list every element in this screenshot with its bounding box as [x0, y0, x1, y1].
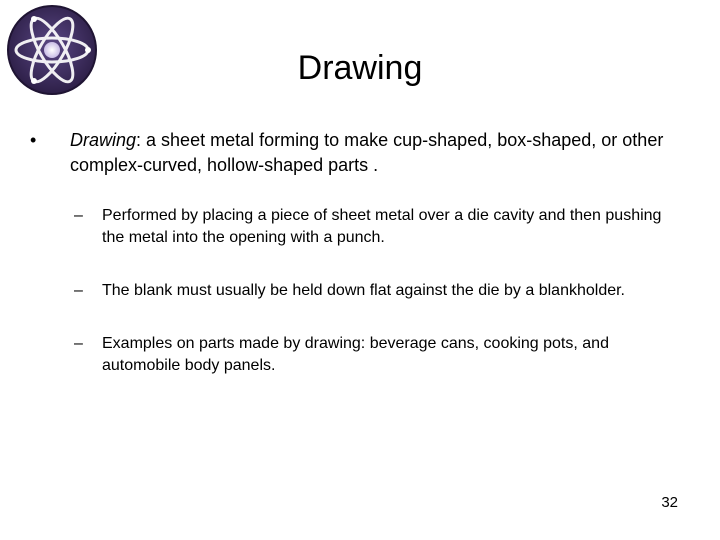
sub-bullet [74, 333, 688, 377]
sub-bullet-marker: – [74, 282, 83, 299]
bullet-marker: • [30, 130, 37, 150]
slide-title [0, 48, 720, 88]
sub-bullet-marker: – [74, 335, 83, 352]
sub-bullet-text: The blank must usually be held down flat against the die by a blankholder. [102, 282, 625, 299]
main-bullet [28, 128, 688, 178]
bullet-term: Drawing [70, 130, 137, 150]
sub-bullet-marker: – [74, 207, 83, 224]
sub-bullet-list [28, 205, 688, 377]
sub-bullet-text: Examples on parts made by drawing: beverage cans, cooking pots, and automobile body panels. [102, 335, 609, 374]
slide-title-text: Drawing [297, 49, 423, 87]
page-number: 32 [661, 494, 678, 511]
sub-bullet [74, 280, 688, 302]
sub-bullet [74, 205, 688, 249]
bullet-text: : a sheet metal forming to make cup‑shaped, box‑shaped, or other complex‑curved, hollow‑shaped parts . [70, 130, 664, 175]
sub-bullet-text: Performed by placing a piece of sheet metal over a die cavity and then pushing the metal into the opening with a punch. [102, 207, 662, 246]
slide-content [28, 128, 688, 408]
